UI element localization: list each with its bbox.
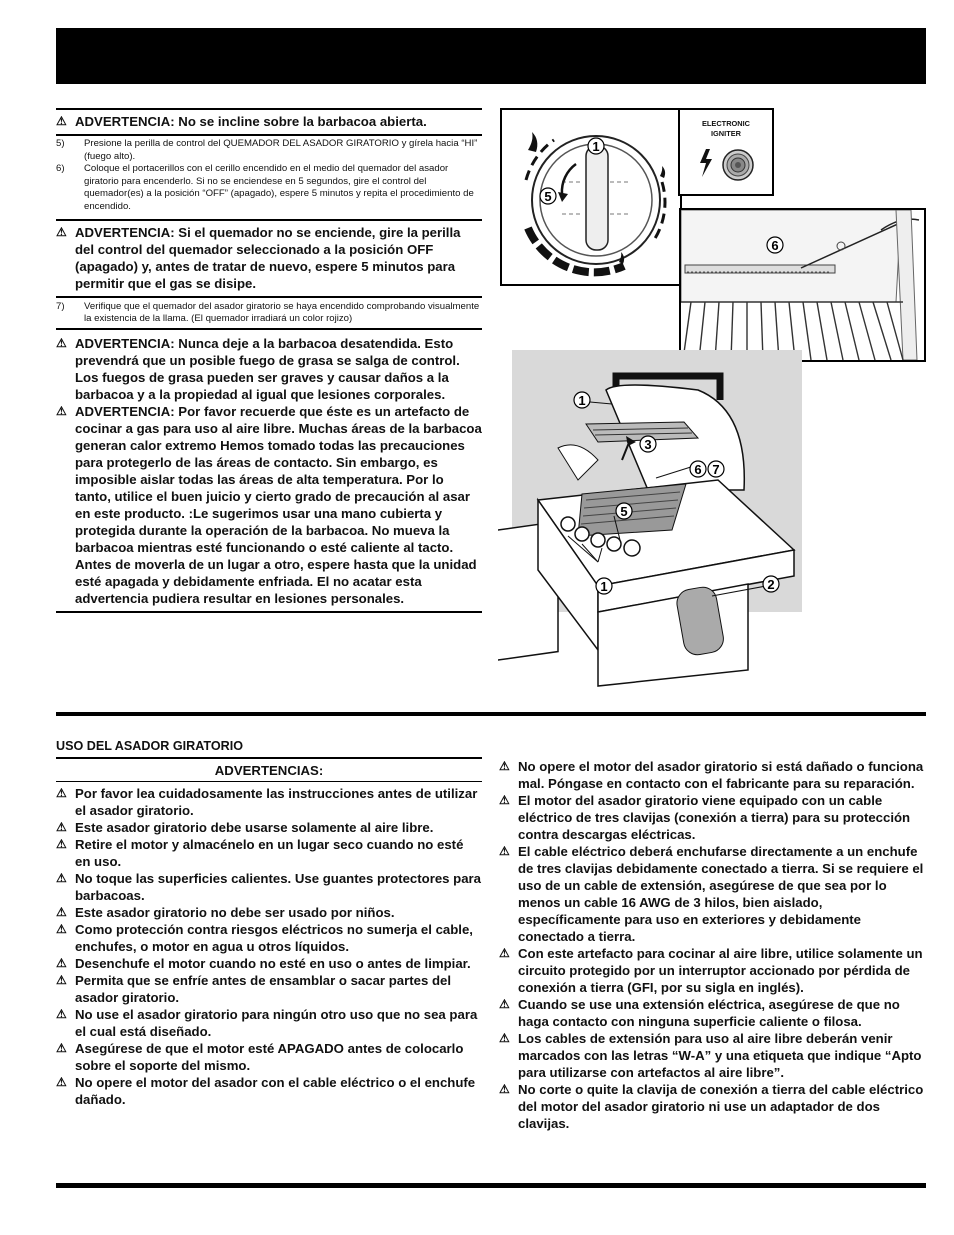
warning-2: ⚠ ADVERTENCIA: Si el quemador no se enciende, gire la perilla del control del quemador seleccionado a la posición OFF (apagado) y, antes de tratar de nuevo, espere 5 minutos para permitir que el gas se disipe. (56, 224, 461, 291)
warning-triangle-icon: ⚠ (56, 1041, 67, 1055)
callout-7: 7 (712, 462, 720, 477)
step-number: 7) (56, 300, 65, 312)
warning-text: Este asador giratorio no debe ser usado por niños. (75, 905, 395, 920)
flame-icon (619, 252, 624, 264)
divider (56, 296, 482, 298)
warning-triangle-icon: ⚠ (56, 786, 67, 800)
igniter-button-icon (680, 139, 772, 189)
warning-item (499, 758, 927, 792)
warning-text: El motor del asador giratorio viene equipado con un cable eléctrico de tres clavijas (conexión a tierra) para su protección contra descargas eléctricas. (518, 793, 911, 842)
warning-item (499, 843, 927, 945)
section-subtitle: ADVERTENCIAS: (214, 763, 324, 778)
section-divider (56, 712, 926, 716)
warning-text: No opere el motor del asador giratorio si está dañado o funciona mal. Póngase en contacto con el fabricante para su reparación. (518, 759, 924, 791)
burner-figure (679, 208, 926, 362)
step-number: 6) (56, 163, 65, 175)
warning-text: Retire el motor y almacénelo en un lugar seco cuando no esté en uso. (75, 837, 464, 869)
right-warnings-list (499, 758, 927, 1132)
warning-triangle-icon: ⚠ (499, 1082, 510, 1096)
step-text: Coloque el portacerillos con el cerillo encendido en el medio del quemador del asador giratorio para encenderlo. Si no se enciendese en 5 segundos, gire el control del quemador(es) a la posición “OFF” (apagado), espere 5 minutos y repita el procedimiento de encendido. (84, 163, 474, 212)
warning-triangle-icon: ⚠ (56, 905, 67, 919)
step-item (56, 163, 482, 213)
callout-2: 2 (767, 577, 775, 592)
warning-triangle-icon: ⚠ (499, 844, 510, 858)
warning-triangle-icon: ⚠ (56, 403, 67, 418)
igniter-figure (678, 108, 774, 196)
warning-item (56, 870, 482, 904)
top-left-column (56, 108, 482, 613)
warning-item (56, 904, 482, 921)
warning-item (56, 785, 482, 819)
callout-5: 5 (544, 189, 552, 204)
warning-text: No toque las superficies calientes. Use guantes protectores para barbacoas. (75, 871, 482, 903)
callout-1: 1 (578, 393, 586, 408)
warning-triangle-icon: ⚠ (499, 1031, 510, 1045)
warning-triangle-icon: ⚠ (56, 335, 67, 350)
step-item (56, 301, 482, 326)
control-knob-illustration (502, 110, 680, 284)
warning-item (56, 955, 482, 972)
warning-item (499, 945, 927, 996)
warning-triangle-icon: ⚠ (56, 820, 67, 834)
step-text: Presione la perilla de control del QUEMADOR DEL ASADOR GIRATORIO y gírela hacia “HI” (fuego alto). (84, 138, 478, 162)
warning-4: ⚠ ADVERTENCIA: Por favor recuerde que éste es un artefacto de cocinar a gas para uso al aire libre. Muchas áreas de la barbacoa generan calor extremo Hemos tomado todas las precauciones para protegerlo de las áreas de contacto. Sin embargo, es imposible aislar todas las áreas de alta temperatura. Por lo tanto, utilice el buen juicio y cierto grado de precaución al asar en este producto. :Le sugerimos usar una mano cubierta y protegida durante la operación de la barbacoa. No mueva la barbacoa mientras esté funcionando o esté caliente al tacto. Antes de moverla de un lugar a otro, espere hasta que la unidad esté apagada y debidamente enfriada. El no acatar esta advertencia pudiera resultar en lesiones personales. (56, 403, 482, 606)
warning-text: Permita que se enfríe antes de ensamblar o sacar partes del asador giratorio. (75, 973, 452, 1005)
divider (56, 134, 482, 136)
igniter-label: ELECTRONIC IGNITER (701, 119, 751, 138)
callout-1: 1 (592, 139, 600, 154)
warning-text: No use el asador giratorio para ningún otro uso que no sea para el cual está diseñado. (75, 1007, 478, 1039)
divider (56, 108, 482, 110)
warning-item (56, 972, 482, 1006)
warning-triangle-icon: ⚠ (56, 871, 67, 885)
warning-triangle-icon: ⚠ (499, 759, 510, 773)
section-title: USO DEL ASADOR GIRATORIO (56, 739, 244, 753)
callout-3: 3 (644, 437, 652, 452)
warning-triangle-icon: ⚠ (56, 1007, 67, 1021)
divider (56, 781, 482, 782)
divider (56, 328, 482, 330)
warning-triangle-icon: ⚠ (56, 114, 67, 128)
divider (56, 757, 482, 759)
warning-text: Desenchufe el motor cuando no esté en uso o antes de limpiar. (75, 956, 471, 971)
warning-item (499, 792, 927, 843)
warning-item (56, 1040, 482, 1074)
grill-illustration (498, 350, 808, 695)
knob-figure (500, 108, 682, 286)
warning-triangle-icon: ⚠ (56, 956, 67, 970)
warning-text: Este asador giratorio debe usarse solamente al aire libre. (75, 820, 434, 835)
divider (56, 219, 482, 221)
warning-text: No corte o quite la clavija de conexión a tierra del cable eléctrico del motor del asador giratorio ni use un adaptador de dos clavijas. (518, 1082, 924, 1131)
callout-5: 5 (620, 504, 628, 519)
warning-triangle-icon: ⚠ (499, 997, 510, 1011)
warning-item (499, 1030, 927, 1081)
flame-icon (660, 166, 665, 178)
callout-6: 6 (771, 238, 779, 253)
warning-triangle-icon: ⚠ (56, 973, 67, 987)
warning-triangle-icon: ⚠ (56, 1075, 67, 1089)
warning-triangle-icon: ⚠ (56, 224, 67, 239)
warning-item (56, 836, 482, 870)
step-item (56, 138, 482, 163)
warning-3: ⚠ ADVERTENCIA: Nunca deje a la barbacoa desatendida. Esto prevendrá que un posible fuego de grasa se salga de control. Los fuegos de grasa pueden ser graves y causar daños a la barbacoa y a la propiedad al igual que lesiones corporales. (56, 335, 460, 402)
warning-triangle-icon: ⚠ (56, 837, 67, 851)
warning-item (499, 1081, 927, 1132)
warning-item (56, 921, 482, 955)
burner-illustration (681, 210, 924, 360)
grill-figure (498, 350, 808, 695)
callout-6: 6 (694, 462, 702, 477)
warning-text: No opere el motor del asador con el cable eléctrico o el enchufe dañado. (75, 1075, 476, 1107)
warning-triangle-icon: ⚠ (499, 946, 510, 960)
warning-text: Con este artefacto para cocinar al aire libre, utilice solamente un circuito protegido por un interruptor accionado por pérdida de conexión a tierra (GFI, por su sigla en inglés). (518, 946, 923, 995)
left-warnings-list (56, 785, 482, 1108)
step-text: Verifique que el quemador del asador giratorio se haya encendido comprobando visualmente la existencia de la llama. (El quemador irradiará un color rojizo) (84, 300, 480, 325)
bottom-rule (56, 1183, 926, 1188)
warning-text: Asegúrese de que el motor esté APAGADO antes de colocarlo sobre el soporte del mismo. (75, 1041, 464, 1073)
steps-list-a (56, 138, 482, 214)
header-bar (56, 28, 926, 84)
warning-item (56, 1006, 482, 1040)
divider (56, 611, 482, 613)
warning-triangle-icon: ⚠ (56, 922, 67, 936)
warning-text: Cuando se use una extensión eléctrica, asegúrese de que no haga contacto con ninguna superficie caliente o filosa. (518, 997, 900, 1029)
warning-1: ⚠ ADVERTENCIA: No se incline sobre la barbacoa abierta. (56, 114, 427, 129)
warning-item (56, 819, 482, 836)
warning-text: Como protección contra riesgos eléctricos no sumerja el cable, enchufes, o motor en agua u otros líquidos. (75, 922, 473, 954)
warning-item (56, 1074, 482, 1108)
callout-1: 1 (600, 579, 608, 594)
warning-text: El cable eléctrico deberá enchufarse directamente a un enchufe de tres clavijas debidamente conectado a tierra. Si se requiere el uso de un cable de extensión, asegúrese de que sea por lo menos un cable 16 AWG de 3 hilos, bien aislado, específicamente para uso en exteriores y debidamente conectado a tierra. (518, 844, 924, 944)
warning-item (499, 996, 927, 1030)
warning-text: Por favor lea cuidadosamente las instrucciones antes de utilizar el asador giratorio. (75, 786, 478, 818)
step-number: 5) (56, 138, 65, 149)
lightning-icon (700, 149, 712, 177)
flame-icon (528, 132, 537, 152)
warning-text: Los cables de extensión para uso al aire libre deberán venir marcados con las letras “W-A” y una etiqueta que indique “Apto para utilizarse con artefactos al aire libre”. (518, 1031, 922, 1080)
steps-list-b (56, 301, 482, 326)
warning-triangle-icon: ⚠ (499, 793, 510, 807)
